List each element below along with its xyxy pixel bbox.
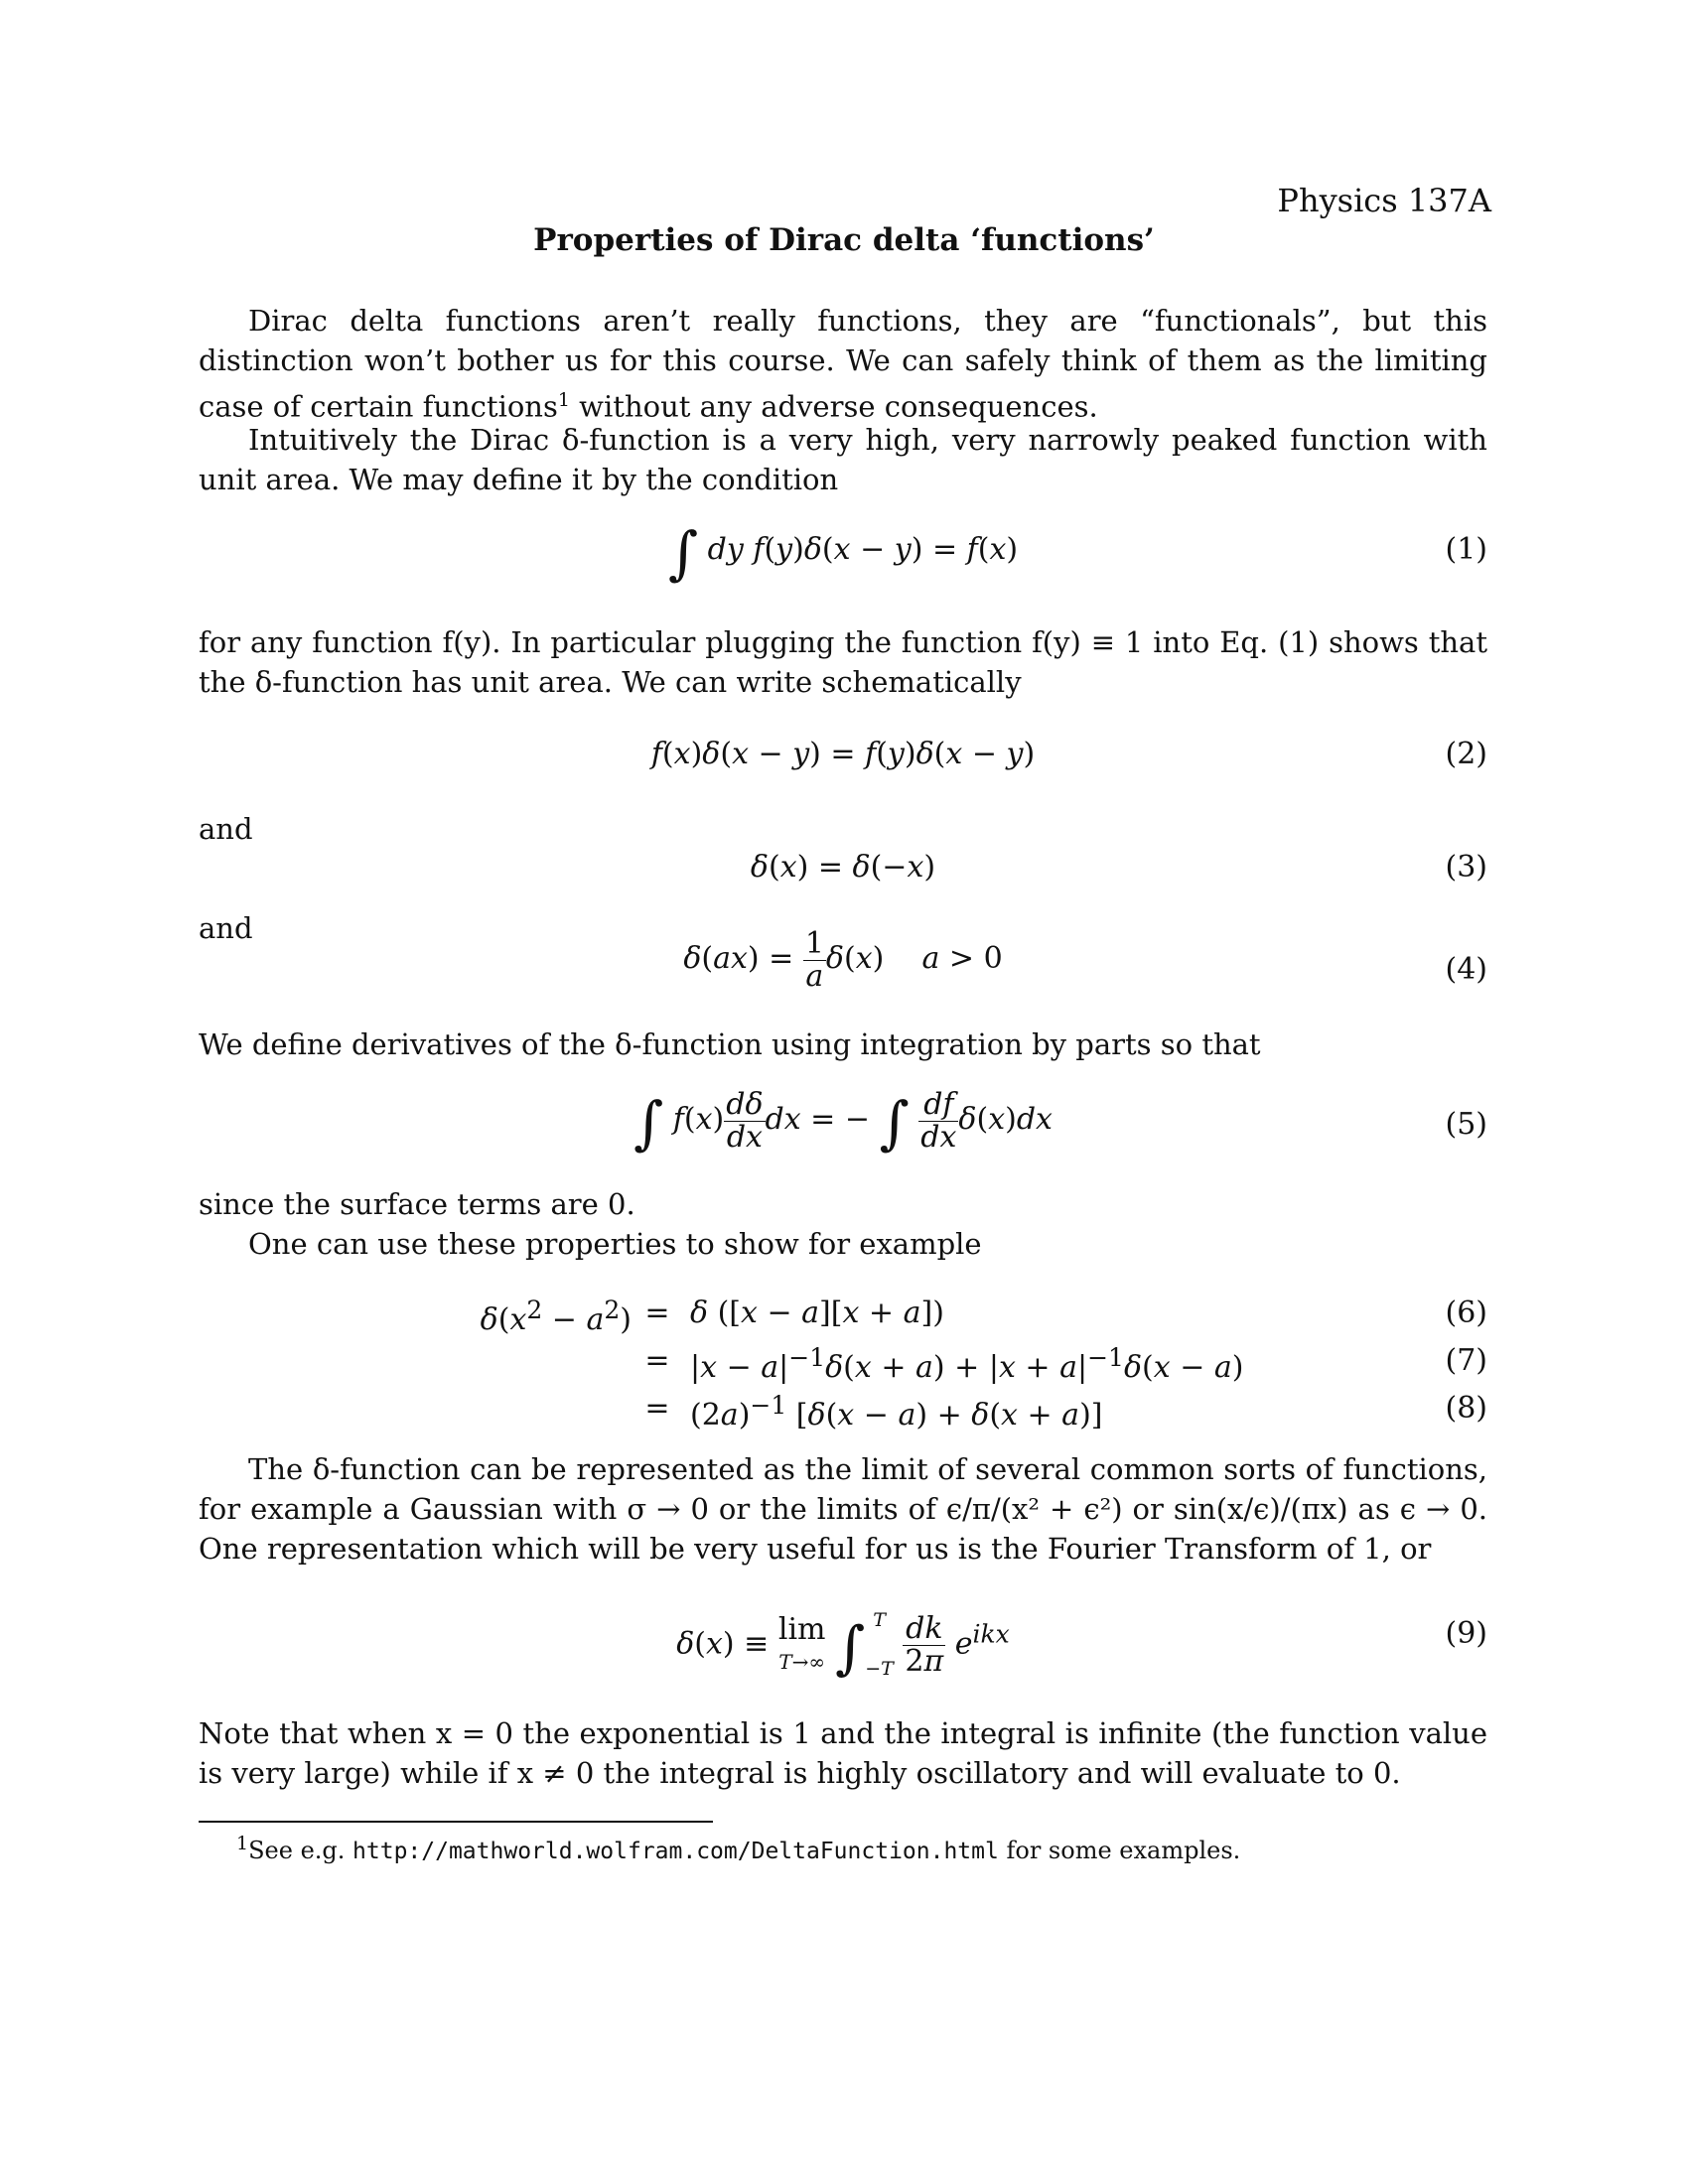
footnote-rule xyxy=(199,1821,713,1823)
intro-tail: without any adverse consequences. xyxy=(569,389,1098,424)
equation-1-body: ∫ dy f(y)δ(x − y) = f(x) xyxy=(667,519,1019,587)
equation-5-body: ∫ f(x) $\frac{d\delta}{dx}$ dx = − ∫ $\frac{df}{dx}$ δ(x)dx xyxy=(633,1087,1053,1157)
page-title: Properties of Dirac delta ‘functions’ xyxy=(533,222,1155,258)
paragraph-after-eq5: since the surface terms are 0. xyxy=(199,1187,635,1221)
equation-number: (4) xyxy=(1445,952,1487,987)
equation-array-6-8 xyxy=(199,1296,1487,1438)
equation-4-body: δ(ax) = $\frac{1}{a}$ δ(x) a > 0 xyxy=(683,926,1003,994)
equation-3-body: δ(x) = δ(−x) xyxy=(750,850,936,885)
footnote-marker: 1 xyxy=(236,1833,249,1854)
equation-number: (9) xyxy=(1445,1616,1487,1651)
intro-paragraph-1 xyxy=(199,301,1487,427)
footnote-link[interactable]: http://mathworld.wolfram.com/DeltaFunction.html xyxy=(352,1839,999,1864)
equation-number: (7) xyxy=(1445,1343,1487,1378)
equation-number: (1) xyxy=(1445,532,1487,567)
equation-1 xyxy=(199,519,1487,592)
equation-number: (6) xyxy=(1445,1296,1487,1330)
course-label: Physics 137A xyxy=(1277,182,1491,219)
equation-8: = $(2a)^{-1}$ [δ(x − a) + δ(x + a)] (8) xyxy=(644,1391,1487,1433)
footnote-suffix: for some examples. xyxy=(998,1837,1241,1864)
equation-9 xyxy=(199,1596,1487,1696)
intro-text: Dirac delta functions aren’t really functions, they are “functionals”, but this distinction won’t bother us for this course. We can safely think of them as the limiting case of certain functions xyxy=(199,304,1487,424)
paragraph-before-eq9: The δ-function can be represented as the limit of several common sorts of functions, for example a Gaussian with σ → 0 or the limits of ϵ/π/(x² + ϵ²) or sin(x/ϵ)/(πx) as ϵ → 0. One representation which will be very useful for us is the Fourier Transform of 1, or xyxy=(199,1452,1487,1566)
equation-number: (8) xyxy=(1445,1391,1487,1426)
equation-2 xyxy=(199,737,1487,796)
intro-paragraph-2: Intuitively the Dirac δ-function is a very high, very narrowly peaked function with unit area. We may define it by the condition xyxy=(199,423,1487,496)
equation-4 xyxy=(199,928,1487,1018)
equation-6: $\delta(x^2 - a^2)$ = δ ([x − a][x + a]) (6) xyxy=(480,1296,1487,1337)
footnote-prefix: See e.g. xyxy=(248,1837,353,1864)
footnote xyxy=(236,1833,1240,1864)
equation-2-body: f(x)δ(x − y) = f(y)δ(x − y) xyxy=(650,737,1036,771)
paragraph-before-eq6: One can use these properties to show for example xyxy=(248,1227,982,1261)
connector-and-1: and xyxy=(199,812,253,846)
paragraph-after-eq1: for any function f(y). In particular plugging the function f(y) ≡ 1 into Eq. (1) shows that the δ-function has unit area. We can write schematically xyxy=(199,625,1487,699)
equation-7: = $|x - a|^{-1}\delta(x + a) + |x + a|^{-1}\delta(x - a)$ (7) xyxy=(644,1343,1487,1385)
paragraph-before-eq5: We define derivatives of the δ-function using integration by parts so that xyxy=(199,1027,1261,1061)
equation-3 xyxy=(199,850,1487,909)
equation-number: (3) xyxy=(1445,850,1487,885)
footnote-marker: 1 xyxy=(557,389,570,411)
connector-and-2: and xyxy=(199,911,253,945)
paragraph-after-eq9: Note that when x = 0 the exponential is 1 and the integral is infinite (the function value is very large) while if x ≠ 0 the integral is highly oscillatory and will evaluate to 0. xyxy=(199,1716,1487,1790)
equation-9-body: δ(x) ≡ lim T→∞ ∫ T −T $\frac{dk}{2\pi}$ $e^{ikx}$ xyxy=(676,1609,1010,1682)
equation-5 xyxy=(199,1089,1487,1178)
equation-number: (2) xyxy=(1445,737,1487,771)
equation-number: (5) xyxy=(1445,1107,1487,1142)
